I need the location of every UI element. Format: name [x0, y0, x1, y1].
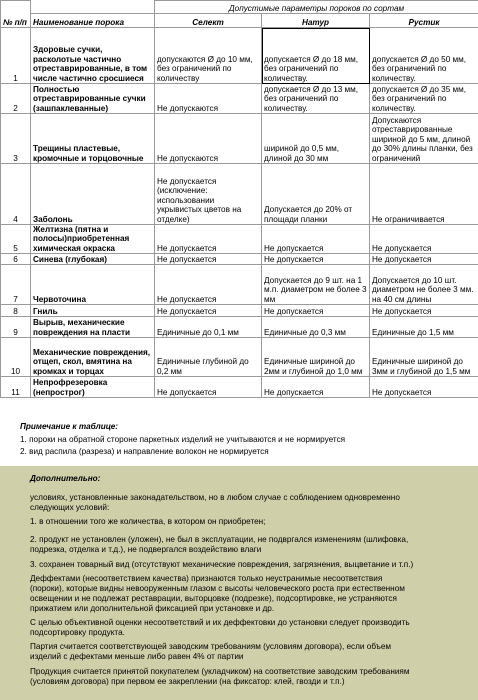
table-row [1, 164, 478, 225]
table-row [1, 305, 478, 317]
addendum-line: Деффектами (несоответствием качества) признаются только неустранимые несоответствия [30, 574, 383, 583]
addendum-title: Дополнительно: [30, 474, 101, 483]
defect-name[interactable]: Полностью отреставрированные сучки (зашпаклеванные) [31, 84, 155, 114]
row-number[interactable]: 4 [1, 164, 31, 225]
row-number[interactable]: 3 [1, 114, 31, 164]
addendum-line: изделий с дефектами меньше либо равен 4% от партии [30, 652, 244, 661]
table-row [1, 377, 478, 398]
row-number[interactable]: 11 [1, 377, 31, 398]
table-row [1, 28, 478, 84]
row-number[interactable]: 6 [1, 254, 31, 265]
table-row [1, 338, 478, 377]
grade-natur-value[interactable]: допускается Ø до 18 мм, без ограничений по количеству. [262, 28, 370, 84]
grade-select-value[interactable]: Не допускается [155, 225, 262, 254]
header-defect-name: Наименование порока [31, 14, 155, 28]
grade-rustic-value[interactable]: Допускаются отреставрированные шириной до 5 мм, длиной до 30% длины планки, без ограничений [370, 114, 478, 164]
addendum-line: 3. сохранен товарный вид (отсутствуют механические повреждения, загрязнения, выцветание и т.п.) [30, 560, 414, 569]
grade-rustic-value[interactable]: Не допускается [370, 225, 478, 254]
row-number[interactable]: 10 [1, 338, 31, 377]
note-item: 1. пороки на обратной стороне паркетных изделий не учитываются и не нормируется [20, 435, 346, 444]
row-number[interactable]: 9 [1, 317, 31, 338]
addendum-line: (условиям договора) при первом ее закреплении (на фиксатор: клей, гвозди и т.п.) [30, 677, 345, 686]
grade-natur-value[interactable]: Единичные до 0,3 мм [262, 317, 370, 338]
grade-natur-value[interactable]: Не допускается [262, 254, 370, 265]
header-grade-group: Допустимые параметры пороков по сортам [155, 1, 478, 14]
grade-select-value[interactable]: Не допускается (исключение: использовании укрывистых цветов на отделке) [155, 164, 262, 225]
row-number[interactable]: 2 [1, 84, 31, 114]
table-row [1, 114, 478, 164]
header-grade-natur: Натур [262, 14, 370, 28]
defect-name[interactable]: Заболонь [31, 164, 155, 225]
grade-rustic-value[interactable]: Единичные шириной до 3мм и глубиной до 1,5 мм [370, 338, 478, 377]
table-row [1, 265, 478, 305]
grade-rustic-value[interactable]: Единичные до 1,5 мм [370, 317, 478, 338]
grade-natur-value[interactable]: шириной до 0,5 мм, длиной до 30 мм [262, 114, 370, 164]
grade-natur-value[interactable]: Не допускается [262, 377, 370, 398]
defect-name[interactable]: Трещины пластевые, кромочные и торцовочные [31, 114, 155, 164]
grade-natur-value[interactable]: Допускается до 9 шт. на 1 м.п. диаметром не более 3 мм [262, 265, 370, 305]
grade-rustic-value[interactable]: Не допускается [370, 305, 478, 317]
defect-name[interactable]: Червоточина [31, 265, 155, 305]
addendum-line: С целью объективной оценки несоответствий и их деффектовки до установки следует производить [30, 618, 410, 627]
grade-rustic-value[interactable]: Не ограничивается [370, 164, 478, 225]
defect-name[interactable]: Здоровые сучки, расколотые частично отреставрированные, в том числе частично сросшиеся [31, 28, 155, 84]
defect-name[interactable]: Вырыв, механические повреждения на пласти [31, 317, 155, 338]
table-row [1, 254, 478, 265]
grade-rustic-value[interactable]: допускается Ø до 50 мм, без ограничений по количеству. [370, 28, 478, 84]
addendum-line: следующих условий: [30, 503, 110, 512]
table-row [1, 84, 478, 114]
row-number[interactable]: 1 [1, 28, 31, 84]
row-number[interactable]: 5 [1, 225, 31, 254]
grade-select-value[interactable]: допускаются Ø до 10 мм, без ограничений по количеству [155, 28, 262, 84]
grade-natur-value[interactable]: Допускается до 20% от площади планки [262, 164, 370, 225]
addendum-line: 1. в отношении того же количества, в котором он приобретен; [30, 517, 266, 526]
grade-natur-value[interactable]: Единичные шириной до 2мм и глубиной до 1,0 мм [262, 338, 370, 377]
addendum-line: прижатием или дополнительной фиксацией при установке и др. [30, 604, 275, 613]
header-grade-rustic: Рустик [370, 14, 478, 28]
row-number[interactable]: 8 [1, 305, 31, 317]
grade-select-value[interactable]: Не допускаются [155, 84, 262, 114]
grade-rustic-value[interactable]: Не допускается [370, 377, 478, 398]
grade-natur-value[interactable]: Не допускается [262, 305, 370, 317]
defect-name[interactable]: Механические повреждения, отщеп, скол, вмятина на кромках и торцах [31, 338, 155, 377]
header-number: № п/п [1, 1, 31, 28]
addendum-line: условиях, установленные законадательством, но в любом случае с соблюдением одновременно [30, 493, 400, 502]
addendum-block [0, 466, 478, 700]
table-notes [0, 418, 478, 458]
addendum-line: (пороки), которые видны невооруженным глазом с высоты человеческого роста при естественном [30, 584, 405, 593]
addendum-line: 2. продукт не установлен (уложен), не был в эксплуатации, не подвргался изменениям (шлифовка, [30, 535, 409, 544]
addendum-line: подсортировку продукта. [30, 628, 125, 637]
grade-select-value[interactable]: Единичные глубиной до 0,2 мм [155, 338, 262, 377]
grade-select-value[interactable]: Не допускается [155, 377, 262, 398]
addendum-line: освещении и не подлежат реставрации, выторцовке (подрезке), подсортировке, не устраняются [30, 594, 397, 603]
grade-natur-value[interactable]: Не допускается [262, 225, 370, 254]
table-row [1, 225, 478, 254]
header-grade-select: Селект [155, 14, 262, 28]
defect-name[interactable]: Желтизна (пятна и полосы)приобретенная химическая окраска [31, 225, 155, 254]
addendum-line: Партия считается соответствующей заводским требованиям (условиям договора), если объем [30, 642, 392, 651]
header-blank [31, 1, 155, 14]
defect-name[interactable]: Непрофрезеровка (непрострог) [31, 377, 155, 398]
defect-name[interactable]: Гниль [31, 305, 155, 317]
grade-select-value[interactable]: Не допускается [155, 265, 262, 305]
notes-title: Примечание к таблице: [20, 422, 118, 431]
grade-rustic-value[interactable]: допускается Ø до 35 мм, без ограничений по количеству. [370, 84, 478, 114]
grade-select-value[interactable]: Не допускаются [155, 114, 262, 164]
defect-name[interactable]: Синева (глубокая) [31, 254, 155, 265]
table-row [1, 317, 478, 338]
grade-select-value[interactable]: Не допускается [155, 254, 262, 265]
grade-select-value[interactable]: Единичные до 0,1 мм [155, 317, 262, 338]
grade-natur-value[interactable]: допускается Ø до 13 мм, без ограничений по количеству. [262, 84, 370, 114]
row-number[interactable]: 7 [1, 265, 31, 305]
grade-rustic-value[interactable]: Допускается до 10 шт. диаметром не более 3 мм. на 40 см длины [370, 265, 478, 305]
note-item: 2. вид распила (разреза) и направление волокон не нормируется [20, 447, 269, 456]
grade-select-value[interactable]: Не допускается [155, 305, 262, 317]
addendum-line: подрезка, отделка и т.д.), не подвергался воздействию влаги [30, 545, 262, 554]
grade-rustic-value[interactable]: Не допускается [370, 254, 478, 265]
addendum-line: Продукция считается принятой покупателем (укладчиком) на соответствие заводским требованиям [30, 667, 410, 676]
